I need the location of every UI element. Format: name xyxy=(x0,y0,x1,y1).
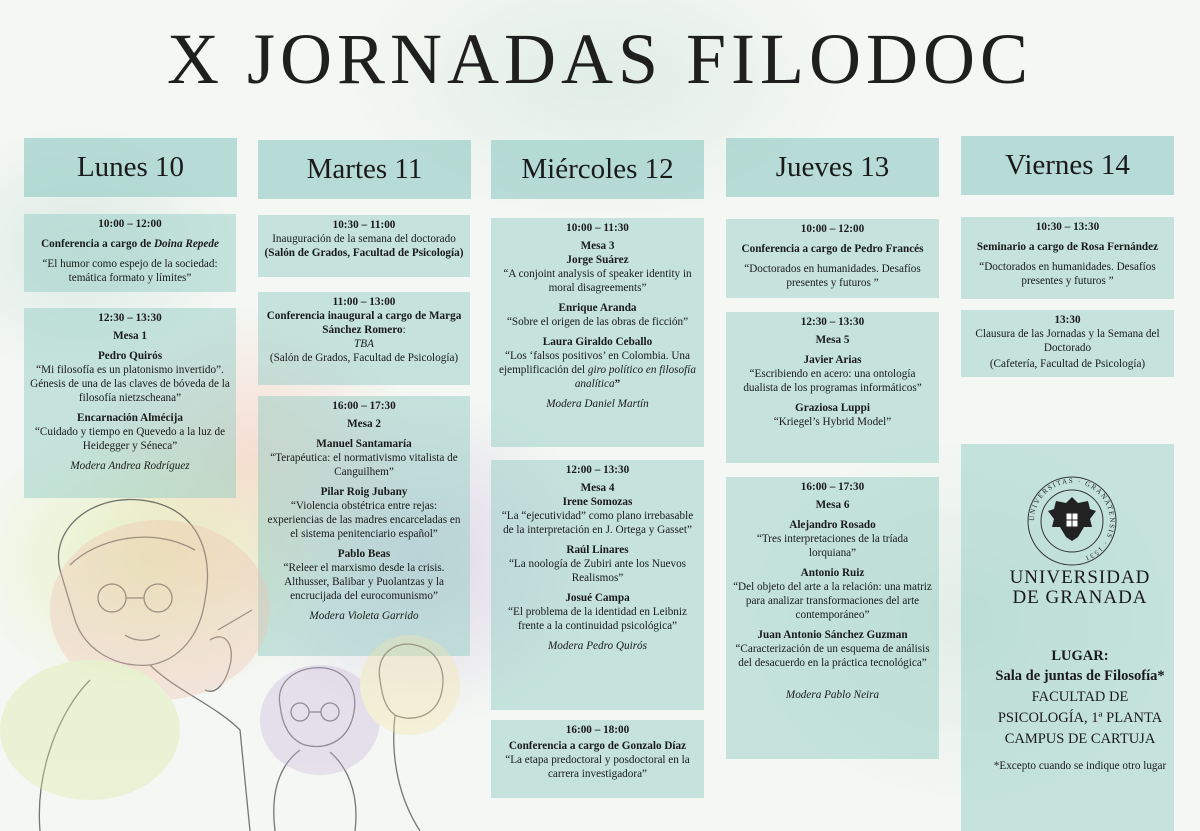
location-footnote: *Excepto cuando se indique otro lugar xyxy=(993,760,1167,772)
speaker-name: Doina Repede xyxy=(153,238,219,250)
tuesday-session-1: 10:30 – 11:00 Inauguración de la semana del doctorado (Salón de Grados, Facultad de Psicología) xyxy=(258,215,470,277)
thursday-session-3: 16:00 – 17:30 Mesa 6 Alejandro Rosado “Tres interpretaciones de la tríada lorquiana” Antonio Ruiz “Del objeto del arte a la relación: una matriz para analizar transformaciones del arte contemporáneo” Juan Antonio Sánchez Guzman “Caracterización de un esquema de análisis del desacuerdo en la práctica tecnológica” Modera Pablo Neira xyxy=(726,477,939,759)
wednesday-session-2: 12:00 – 13:30 Mesa 4 Irene Somozas “La “ejecutividad” como plano irrebasable de la interpretación en J. Ortega y Gasset” Raúl Linares “La noología de Zubiri ante los Nuevos Realismos” Josué Campa “El problema de la identidad en Leibniz frente a la continuidad psicológica” Modera Pedro Quirós xyxy=(491,460,704,710)
university-name: UNIVERSIDAD DE GRANADA xyxy=(1009,567,1151,608)
monday-session-2: 12:30 – 13:30 Mesa 1 Pedro Quirós “Mi filosofía es un platonismo invertido”. Génesis de una de las claves de bóveda de la filosofía nietzscheana” Encarnación Almécija “Cuidado y tiempo en Quevedo a la luz de Heidegger y Séneca” Modera Andrea Rodríguez xyxy=(24,308,236,498)
location-heading: LUGAR: xyxy=(1051,648,1109,664)
wednesday-session-1: 10:00 – 11:30 Mesa 3 Jorge Suárez “A conjoint analysis of speaker identity in moral disagreements” Enrique Aranda “Sobre el origen de las obras de ficción” Laura Giraldo Ceballo “Los ‘falsos positivos’ en Colombia. Una ejemplificación del giro político en filosofía analítica” Modera Daniel Martín xyxy=(491,218,704,447)
day-header-thursday: Jueves 13 xyxy=(726,138,939,197)
friday-session-2: 13:30 Clausura de las Jornadas y la Semana del Doctorado (Cafetería, Facultad de Psicología) xyxy=(961,310,1174,377)
monday-session-1: 10:00 – 12:00 Conferencia a cargo de Doina Repede “El humor como espejo de la sociedad: temática formato y límites” xyxy=(24,214,236,292)
day-header-monday: Lunes 10 xyxy=(24,138,237,197)
double-eagle-icon xyxy=(1048,497,1096,541)
day-header-friday: Viernes 14 xyxy=(961,136,1174,195)
tuesday-session-2: 11:00 – 13:00 Conferencia inaugural a cargo de Marga Sánchez Romero: TBA (Salón de Grados, Facultad de Psicología) xyxy=(258,292,470,385)
page-title: X JORNADAS FILODOC xyxy=(166,19,1034,99)
tuesday-session-3: 16:00 – 17:30 Mesa 2 Manuel Santamaría “Terapéutica: el normativismo vitalista de Canguilhem” Pilar Roig Jubany “Violencia obstétrica entre rejas: experiencias de las madres encarceladas en el sistema penitenciario español” Pablo Beas “Releer el marxismo desde la crisis. Althusser, Balibar y Puolantzas y la encrucijada del eurocomunismo” Modera Violeta Garrido xyxy=(258,396,470,656)
day-header-tuesday: Martes 11 xyxy=(258,140,471,199)
wednesday-session-3: 16:00 – 18:00 Conferencia a cargo de Gonzalo Díaz “La etapa predoctoral y posdoctoral en la carrera investigadora” xyxy=(491,720,704,798)
seal-ring-text: UNIVERSITAS · GRANATENSIS · 1531 xyxy=(1027,476,1117,563)
friday-session-1: 10:30 – 13:30 Seminario a cargo de Rosa Fernández “Doctorados en humanidades. Desafíos presentes y futuros ” xyxy=(961,217,1174,299)
university-seal-logo xyxy=(1026,475,1118,567)
location-room: Sala de juntas de Filosofía* xyxy=(995,668,1165,684)
location-address: FACULTAD DE PSICOLOGÍA, 1ª PLANTA CAMPUS DE CARTUJA xyxy=(997,689,1163,747)
philosophers-illustration xyxy=(0,470,470,831)
thursday-session-1: 10:00 – 12:00 Conferencia a cargo de Pedro Francés “Doctorados en humanidades. Desafíos presentes y futuros ” xyxy=(726,219,939,298)
thursday-session-2: 12:30 – 13:30 Mesa 5 Javier Arias “Escribiendo en acero: una ontología dualista de los programas informáticos” Graziosa Luppi “Kriegel’s Hybrid Model” xyxy=(726,312,939,463)
day-header-wednesday: Miércoles 12 xyxy=(491,140,704,199)
